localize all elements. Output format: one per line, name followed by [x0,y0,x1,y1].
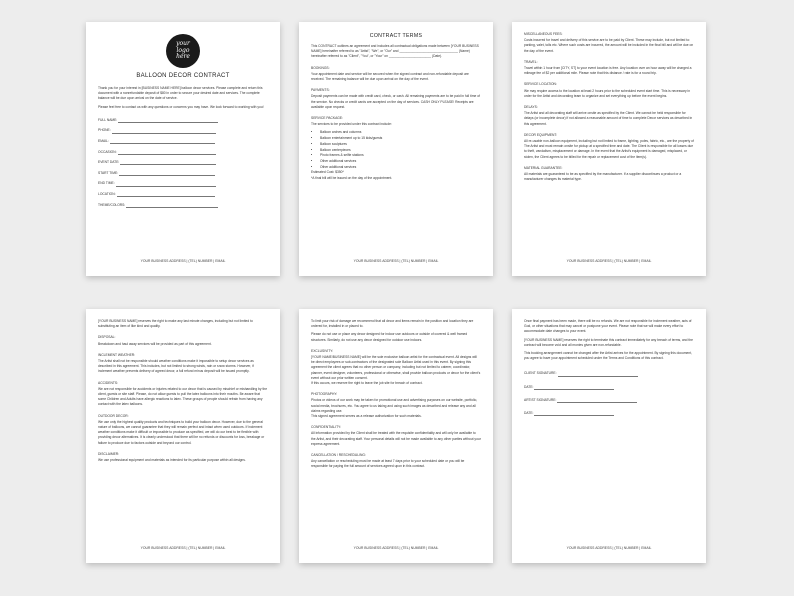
logo-text-line: here [176,53,190,61]
form-field-occasion [98,150,268,155]
section-text: This signed agreement serves as a release authorization for such materials. [311,414,422,419]
section-text: We use only the highest quality products and techniques to build your balloon decor. However, due to the general nature of balloons, we cannot guarantee that they will remain perfect and intact when used outdoors. If inclement weather conditions make it difficult or impossible to produce as specified, we will do our best to be flexible with providing decor alternatives. It is clearly understood that there will be no refunds or discounts for loss, breakage or failure to produce due to factors outside and beyond our control. [98,419,265,445]
list-item: • Other additional services [320,165,481,170]
form-field-theme-colors [98,203,268,208]
field-label: START TIME: [98,170,119,175]
signature-label: CLIENT SIGNATURE: [524,371,557,376]
section-heading: MATERIAL GUARANTEE: [524,165,563,170]
section-text: The services to be provided under this contract include: [311,122,392,127]
section-heading: SERVICE LOCATION: [524,82,557,87]
section-heading: EXCLUSIVITY: [311,348,334,353]
logo-text-line: your [176,40,190,48]
event-date-line[interactable] [120,161,216,165]
section-text: We may require access to the location at least 2 hours prior to the scheduled event start time. This is necessary in order for the Artist and decorating team to organize and set everything up before the event begins. [524,88,691,98]
section-text: The Artist and all decorating staff will arrive onsite as specified by the Client. We cannot be held responsible for delays (or incomplete decor) if not allowed a reasonable amount of time to complete Decor services as described in this agreement. [524,111,693,126]
contract-page-6 [512,309,706,563]
section-heading: DISPOSAL: [98,335,116,340]
section-text: Any cancellation or rescheduling must be made at least 7 days prior to your scheduled date or you will be responsible for paying the full amount of services agreed upon in this contract. [311,459,465,469]
field-label: THEME/COLORS: [98,202,126,207]
field-label: PHONE: [98,128,111,133]
section-heading: CANCELLATION / RESCHEDULING: [311,453,366,458]
field-label: FULL NAME: [98,117,118,122]
form-field-end-time [98,181,268,186]
page-footer: YOUR BUSINESS ADDRESS | (TEL) NUMBER | EMAIL [140,258,226,263]
section-heading: MISCELLANEOUS FEES: [524,32,563,36]
list-item: • Balloon entertainment up to 15 kids/guests [320,136,481,141]
field-label: OCCASION: [98,149,117,154]
page-footer: YOUR BUSINESS ADDRESS | (TEL) NUMBER | EMAIL [566,545,652,550]
date-label: DATE: [524,384,534,389]
artist-signature-line[interactable] [557,399,637,403]
list-item: • Photo frames & selfie stations [320,153,481,158]
client-signature-row [524,371,694,376]
section-heading: SERVICE PACKAGE: [311,116,343,121]
contract-page-5 [299,309,493,563]
location-line[interactable] [117,193,215,197]
signature-label: ARTIST SIGNATURE: [524,397,557,402]
email-line[interactable] [110,140,215,144]
section-text: Please do not use or place any decor designed for indoor use outdoors or outside of covered & well framed structures. Similarly, do not use any decor designed for outdoor use indoors. [311,332,468,342]
section-text: The Artist shall not be responsible should weather conditions make it impossible to setup decor services as described in this agreement. This includes, but not limited to strong winds, rain or snow storms. However, if inclement weather prevents delivery of agreed decor, a full refund minus deposit will be issued promptly. [98,359,254,374]
form-field-email [98,139,268,144]
section-heading: DELAYS: [524,105,538,110]
field-label: EVENT DATE: [98,160,120,165]
section-heading: PHOTOGRAPHY: [311,392,338,397]
section-text: To limit your risk of damage we recommend that all decor and items remain in the position and location they are ordered for, installed in or placed to. [311,319,474,329]
occasion-line[interactable] [118,151,216,155]
form-field-start-time [98,171,268,176]
form-field-full-name [98,118,268,123]
section-text: Deposit payments can be made with credit card, check, or cash. All remaining payments are to be paid in full time of the service. No checks or credit cards are accepted on the day of services. CASH ONLY PLEASE! Receipts are available upon request. [311,94,480,109]
logo-text-line: logo [176,46,190,54]
section-text: This booking arrangement cannot be changed after the Artist arrives for the appointment. By signing this document, you agree to have your appointment scheduled under the Terms and Conditions of this contract. [524,351,693,361]
service-package-list [311,130,481,169]
client-date-row [524,385,694,390]
full-name-line[interactable] [118,119,218,123]
form-field-phone [98,128,268,133]
page-footer: YOUR BUSINESS ADDRESS | (TEL) NUMBER | EMAIL [353,258,439,263]
section-text: All materials are guaranteed to be as specified by the manufacturer. If a supplier discontinues a product or a manufacturer changes its material type. [524,172,682,182]
section-heading: TRAVEL: [524,59,538,64]
section-text: If this occurs, we reserve the right to leave the job site for breach of contract. [311,381,423,386]
final-bill-note: *A final bill will be issued on the day of the appointment. [311,175,393,180]
section-text: We use professional equipment and materials as intended for its particular purpose within all designs. [98,458,246,463]
section-heading: DISCLAIMER: [98,451,120,456]
section-heading: BOOKINGS: [311,65,330,70]
contract-title: BALLOON DECOR CONTRACT [136,73,230,79]
date-label: DATE: [524,411,534,416]
section-text: Breakdown and haul away services will be provided as part of this agreement. [98,341,212,346]
form-field-event-date [98,160,268,165]
phone-line[interactable] [112,130,216,134]
list-item: • Other additional services [320,159,481,164]
end-time-line[interactable] [116,183,216,187]
form-field-location [98,192,268,197]
section-text: We are not responsible for accidents or injuries related to our decor that is caused by mischief or mishandling by the client, guests or site staff. Please, do not allow guests to pull the latex balloons into their mouths. Be aware that some Children and Adults have allergic reactions to latex. These groups of people should refrain from having any contact with the latex balloons. [98,386,268,407]
list-item: • Balloon sculptures [320,142,481,147]
terms-intro: This CONTRACT outlines an agreement and includes all contractual obligations made between [YOUR BUSINESS NAME] hereinafter referred to as "Artist", "We", or "Our" and ________________________________ (Name) hereinafter referred to as "Client", "You", or "Your" on _______________________ (Date). [311,44,479,59]
section-text: All information provided by the Client shall be treated with the requisite confidentiality and will only be available to the Artist, and their decorating staff. Your personal details will not be made available to any other parties without your express agreement. [311,431,481,446]
contract-page-4 [86,309,280,563]
list-item: • Balloon centerpieces [320,148,481,153]
page-footer: YOUR BUSINESS ADDRESS | (TEL) NUMBER | EMAIL [353,545,439,550]
intro-paragraph: Thank you for your interest in [BUSINESS NAME HERE] balloon decor services. Please complete and return this document with a nonrefundable deposit of $80 in order to secure your desired date and services. The complete balance will be due upon arrival on the date of service. [98,86,263,101]
section-text: [YOUR BUSINESS NAME] reserves the right to make any last minute changes, including but not limited to substituting an item of like kind and quality. [98,319,253,329]
section-text: Your appointment date and service will be secured when the signed contract and non-refundable deposit are received. The remaining balance will be due upon arrival on the day of the event. [311,71,469,82]
section-text: All re-usable non-balloon equipment, including but not limited to frame, lighting, poles, fabric, etc., are the property of The Artist and must remain onsite for pickup at a specified time and date. The Client is responsible for all losses due to theft, vandalism, misplacement or damage. In the event that the Artist's equipment is damaged, misplaced, or stolen, the Client agrees to be billed for the repair or replacement cost of the item(s). [524,139,694,159]
section-text: Travel within 1 hour from [CITY, ST] to your event location is free. Any location over an hour away will be charged a mileage fee of $2 per additional mile. Please note that this distance / rate is for a round trip. [524,66,692,76]
artist-signature-row [524,398,694,403]
page-footer: YOUR BUSINESS ADDRESS | (TEL) NUMBER | EMAIL [566,258,652,263]
client-signature-line[interactable] [558,373,638,377]
section-heading: CONFIDENTIALITY: [311,425,342,430]
contract-page-2 [299,22,493,276]
artist-date-row [524,411,694,416]
field-label: LOCATION: [98,191,116,196]
section-text: [YOUR BUSINESS NAME] reserves the right to terminate this contract immediately for any breach of terms, and the contract will become void and all monies given are non-refundable. [524,337,693,347]
section-heading: DECOR EQUIPMENT: [524,132,557,137]
logo-placeholder [166,34,200,68]
contract-terms-title: CONTRACT TERMS [369,33,423,39]
section-text: Costs incurred for travel and delivery of this service are to be paid by Client. These may include, but not limited to: parking, valet, tolls etc. Where such costs are incurred, the amount will be included in the final bill and will be due on the day of the event. [524,38,694,53]
section-heading: ACCIDENTS: [98,380,118,385]
field-label: END TIME: [98,181,115,186]
page-footer: YOUR BUSINESS ADDRESS | (TEL) NUMBER | EMAIL [140,545,226,550]
artist-date-line[interactable] [534,412,614,416]
field-label: EMAIL: [98,139,109,143]
section-heading: INCLEMENT WEATHER: [98,352,136,357]
estimated-cost: Estimated Cost: $350* [311,170,344,175]
section-heading: OUTDOOR DECOR: [98,413,129,418]
contract-page-1 [86,22,280,276]
theme-colors-line[interactable] [126,204,218,208]
list-item: • Balloon arches and columns [320,130,481,135]
start-time-line[interactable] [119,172,215,176]
section-text: Photos or videos of our work may be taken for promotional use and advertising purposes on our website, portfolio, social media, brochures, etc. You agree to us taking and using such images as described and release any and all claims regarding use. [311,398,478,413]
section-text: [YOUR NAME/BUSINESS NAME] will be the sole exclusive balloon artist for the contractual event. All designs will be direct employees or sub-contractors of the designated sole Balloon Artist used in this event. By signing this agreement the client agrees that no other person or company, including but not limited to caterer, coordinator, planner, event designer, volunteers, professional or otherwise, shall provide balloon products or decor for the client's event without our prior written consent. [311,355,481,380]
client-date-line[interactable] [534,386,614,390]
intro-paragraph: Please feel free to contact us with any questions or concerns you may have. We look forward to working with you! [98,104,264,109]
section-text: Once final payment has been made, there will be no refunds. We are not responsible for inclement weather, acts of God, or other situations that may cancel or postpone your event. Please note that we will make every effort to accommodate date changes to your event. [524,319,692,334]
section-heading: PAYMENTS: [311,88,330,93]
contract-page-3 [512,22,706,276]
